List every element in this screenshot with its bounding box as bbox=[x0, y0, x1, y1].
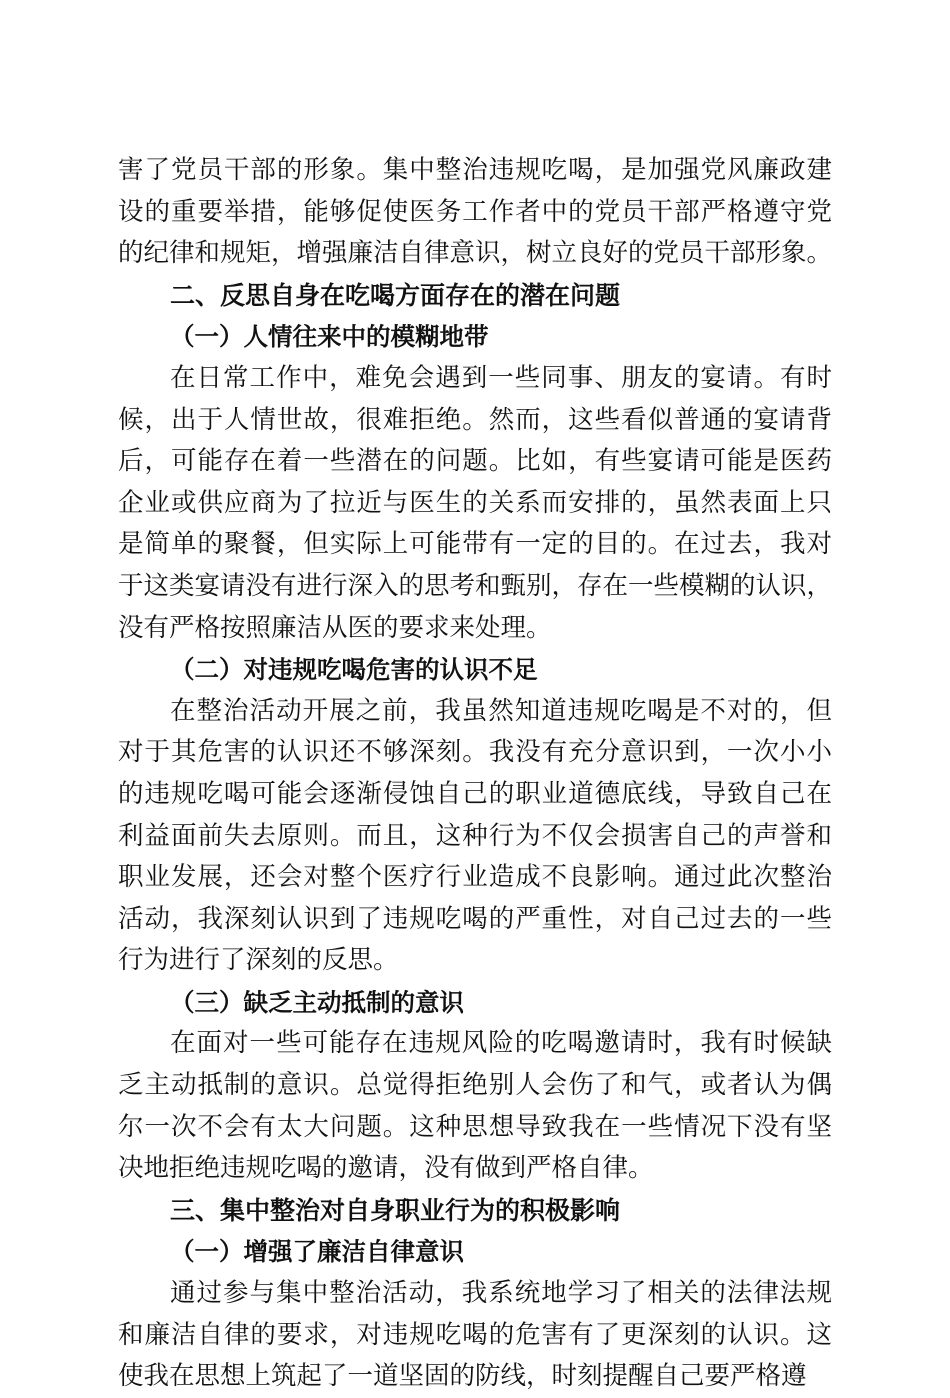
paragraph-line: 尔一次不会有太大问题。这种思想导致我在一些情况下没有坚 bbox=[118, 1111, 832, 1142]
paragraph-line: 决地拒绝违规吃喝的邀请，没有做到严格自律。 bbox=[118, 1153, 654, 1184]
subsection-heading: （一）增强了廉洁自律意识 bbox=[170, 1237, 464, 1267]
paragraph-line: 乏主动抵制的意识。总觉得拒绝别人会伤了和气，或者认为偶 bbox=[118, 1070, 832, 1101]
paragraph-line: 害了党员干部的形象。集中整治违规吃喝，是加强党风廉政建 bbox=[118, 155, 832, 185]
paragraph-line: 利益面前失去原则。而且，这种行为不仅会损害自己的声誉和 bbox=[118, 820, 832, 851]
paragraph-line: 候，出于人情世故，很难拒绝。然而，这些看似普通的宴请背 bbox=[118, 404, 832, 435]
paragraph-line: 的违规吃喝可能会逐渐侵蚀自己的职业道德底线，导致自己在 bbox=[118, 778, 832, 809]
paragraph-line: 在日常工作中，难免会遇到一些同事、朋友的宴请。有时 bbox=[170, 362, 832, 393]
section-heading: 二、反思自身在吃喝方面存在的潜在问题 bbox=[170, 280, 621, 310]
paragraph-line: 设的重要举措，能够促使医务工作者中的党员干部严格遵守党 bbox=[118, 196, 832, 227]
paragraph-line: 没有严格按照廉洁从医的要求来处理。 bbox=[118, 612, 552, 643]
paragraph-line: 是简单的聚餐，但实际上可能带有一定的目的。在过去，我对 bbox=[118, 529, 832, 560]
paragraph bbox=[118, 1023, 832, 1189]
paragraph-line: 通过参与集中整治活动，我系统地学习了相关的法律法规 bbox=[170, 1278, 832, 1309]
paragraph-line: 于这类宴请没有进行深入的思考和甄别，存在一些模糊的认识， bbox=[118, 570, 833, 601]
paragraph bbox=[118, 358, 832, 649]
subsection-heading: （二）对违规吃喝危害的认识不足 bbox=[170, 655, 538, 685]
paragraph-line: 职业发展，还会对整个医疗行业造成不良影响。通过此次整治 bbox=[118, 862, 832, 893]
paragraph-line: 后，可能存在着一些潜在的问题。比如，有些宴请可能是医药 bbox=[118, 446, 832, 477]
paragraph-line: 使我在思想上筑起了一道坚固的防线，时刻提醒自己要严格遵 bbox=[118, 1361, 807, 1392]
paragraph-line: 行为进行了深刻的反思。 bbox=[118, 945, 399, 976]
paragraph bbox=[118, 150, 832, 275]
paragraph-line: 的纪律和规矩，增强廉洁自律意识，树立良好的党员干部形象。 bbox=[118, 238, 833, 269]
subsection-heading: （三）缺乏主动抵制的意识 bbox=[170, 987, 464, 1017]
paragraph-line: 活动，我深刻认识到了违规吃喝的严重性，对自己过去的一些 bbox=[118, 903, 832, 934]
document-page bbox=[118, 150, 832, 1398]
subsection-heading: （一）人情往来中的模糊地带 bbox=[170, 322, 489, 352]
section-heading: 三、集中整治对自身职业行为的积极影响 bbox=[170, 1195, 621, 1225]
paragraph bbox=[118, 691, 832, 982]
paragraph-line: 企业或供应商为了拉近与医生的关系而安排的，虽然表面上只 bbox=[118, 487, 832, 518]
paragraph-line: 在面对一些可能存在违规风险的吃喝邀请时，我有时候缺 bbox=[170, 1028, 832, 1059]
paragraph bbox=[118, 1273, 832, 1398]
paragraph-line: 对于其危害的认识还不够深刻。我没有充分意识到，一次小小 bbox=[118, 737, 832, 768]
paragraph-line: 在整治活动开展之前，我虽然知道违规吃喝是不对的，但 bbox=[170, 695, 832, 726]
paragraph-line: 和廉洁自律的要求，对违规吃喝的危害有了更深刻的认识。这 bbox=[118, 1319, 832, 1350]
